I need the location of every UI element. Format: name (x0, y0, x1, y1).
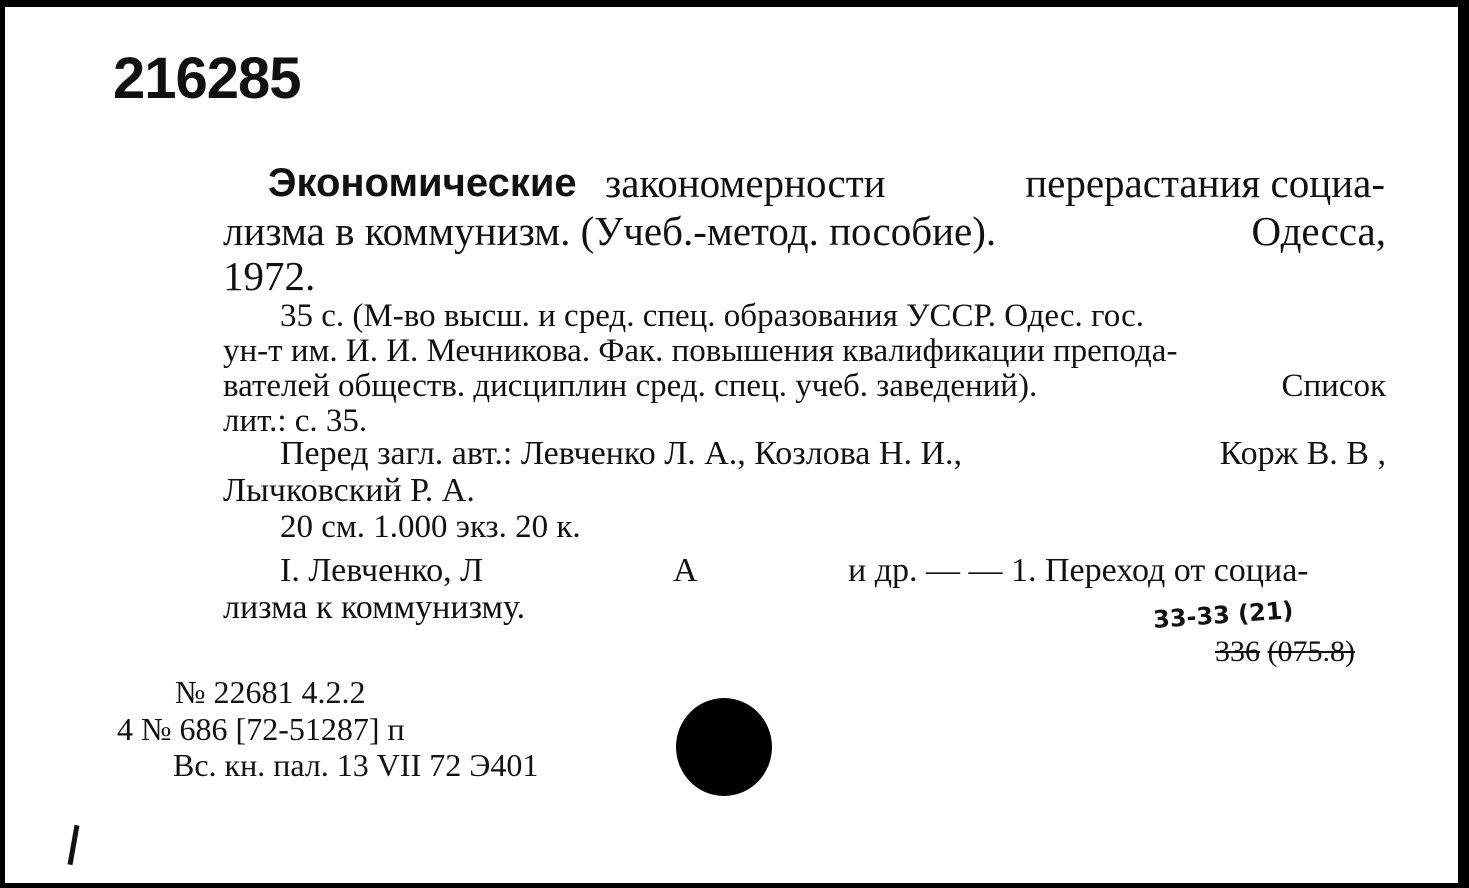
punch-hole (676, 698, 772, 796)
place-of-publication: Одесса, (1251, 208, 1386, 254)
title-fragment: лизма в коммунизм. (Учеб.-метод. пособие). (223, 208, 997, 254)
authors-line-2: Лычковский Р. А. (223, 472, 475, 509)
tracing-subject: и др. — — 1. Переход от социа- (848, 552, 1309, 589)
title-line-2 (223, 207, 1386, 255)
class-old-number: (075.8) (1267, 635, 1355, 668)
edge-mark (68, 825, 80, 865)
title-line-1 (605, 159, 1385, 207)
physical-description: 20 см. 1.000 экз. 20 к. (280, 509, 581, 545)
classification-index (1215, 635, 1355, 669)
tracing-author-initial: А (673, 552, 698, 589)
registry-number: 4 № 686 [72-51287] п (117, 711, 405, 747)
description-fragment: вателей обществ. дисциплин сред. спец. учеб. заведений). (223, 368, 1038, 404)
title-bold: Экономические (268, 161, 577, 205)
description-line-3 (223, 368, 1386, 405)
authors-fragment: Перед загл. авт.: Левченко Л. А., Козлова Н. И., (280, 435, 962, 472)
handwritten-classification: 33-33 (21) (1152, 596, 1295, 634)
description-line-4: лит.: с. 35. (223, 403, 368, 439)
order-number: № 22681 4.2.2 (175, 674, 366, 710)
description-line-1: 35 с. (М-во высш. и сред. спец. образования УССР. Одес. гос. (280, 298, 1144, 334)
publication-year: 1972. (223, 253, 316, 299)
inventory-number: 216285 (113, 46, 301, 111)
title-word: перерастания социа- (1025, 160, 1385, 206)
description-line-2: ун-т им. И. И. Мечникова. Фак. повышения квалификации препода- (223, 333, 1178, 369)
authors-fragment: Корж В. В , (1219, 435, 1386, 472)
source-line: Вс. кн. пал. 13 VII 72 Э401 (173, 747, 539, 783)
tracing-author: I. Левченко, Л (280, 552, 484, 589)
authors-line-1 (280, 435, 1386, 473)
tracing-subject-cont: лизма к коммунизму. (223, 589, 526, 626)
description-fragment: Список (1281, 368, 1386, 404)
title-word: закономерности (605, 160, 886, 206)
catalog-card (5, 7, 1458, 883)
class-number: 336 (1215, 635, 1260, 668)
